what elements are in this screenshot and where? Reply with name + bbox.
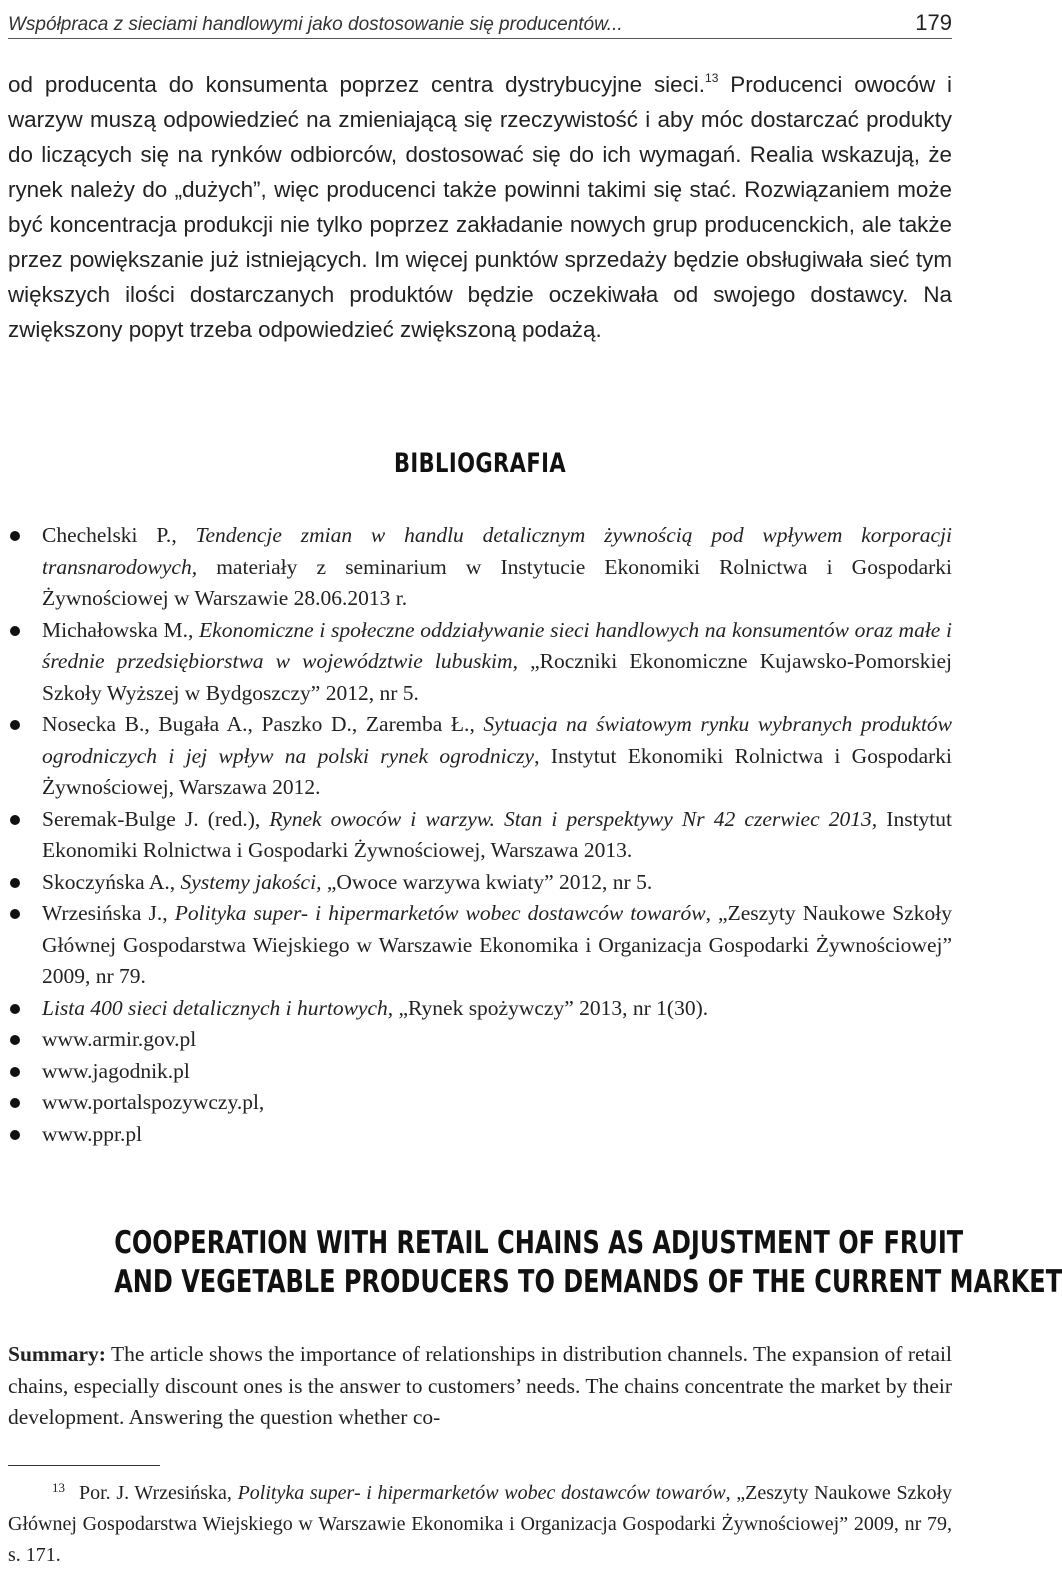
bib-title: Rynek owoców i warzyw. Stan i perspektywy Nr 42 czerwiec 2013, xyxy=(269,806,878,831)
body-text-start: od producenta do konsumenta poprzez centra dystrybucyjne sieci. xyxy=(8,72,706,97)
bib-author: Skoczyńska A. xyxy=(42,869,170,894)
bib-title: Ekonomiczne i społeczne oddziaływanie sieci handlowych na konsumentów oraz małe i średnie przedsiębiorstwa w województwie lubuskim xyxy=(42,617,952,673)
bib-item xyxy=(8,1056,952,1088)
summary-paragraph xyxy=(8,1339,952,1434)
running-header xyxy=(8,2,952,36)
footnote-lead: Por. J. Wrzesińska, xyxy=(79,1482,238,1504)
bib-item xyxy=(8,1087,952,1119)
summary-label: Summary: xyxy=(8,1342,106,1366)
bib-rest: Instytut Ekonomiki Rolnictwa i Gospodarki Żywnościowej, Warszawa 2013. xyxy=(42,806,952,862)
bib-sep: , xyxy=(169,869,181,894)
english-title xyxy=(114,1224,1062,1302)
bullet-icon xyxy=(10,909,20,919)
bib-item xyxy=(8,709,952,804)
bib-url: www.armir.gov.pl xyxy=(42,1027,197,1051)
bib-item xyxy=(8,898,952,993)
bib-author: Seremak-Bulge J. (red.) xyxy=(42,806,255,831)
english-title-line-2: AND VEGETABLE PRODUCERS TO DEMANDS OF THE CURRENT MARKET xyxy=(114,1264,1062,1300)
bib-item xyxy=(8,804,952,867)
bib-rest: materiały z seminarium w Instytucie Ekonomiki Rolnictwa i Gospodarki Żywnościowej w Warszawie 28.06.2013 r. xyxy=(42,554,952,610)
bib-sep: , xyxy=(188,617,200,642)
bib-rest: , „Roczniki Ekonomiczne Kujawsko-Pomorskiej Szkoły Wyższej w Bydgoszczy” 2012, nr 5. xyxy=(42,649,952,705)
footnote xyxy=(8,1478,952,1571)
bullet-icon xyxy=(10,720,20,730)
bullet-icon xyxy=(10,531,20,541)
bib-author: Michałowska M. xyxy=(42,617,188,642)
bib-item xyxy=(8,993,952,1025)
footnote-rule xyxy=(8,1465,160,1466)
bib-item xyxy=(8,520,952,615)
body-text-rest: Producenci owoców i warzyw muszą odpowiedzieć na zmieniającą się rzeczywistość i aby móc dostarczać produkty do liczących się na rynków odbiorców, dostosować się do ich wymagań. Realia wskazują, że rynek należy do „dużych”, więc producenci także powinni takimi się stać. Rozwiązaniem może być koncentracja produkcji nie tylko poprzez zakładanie nowych grup producenckich, ale także przez powiększanie już istniejących. Im więcej punktów sprzedaży będzie obsługiwała sieć tym większych ilości dostarczanych produktów będzie oczekiwała od swojego dostawcy. Na zwiększony popyt trzeba odpowiedzieć zwiększoną podażą. xyxy=(8,72,952,342)
bullet-icon xyxy=(10,1067,20,1077)
bib-title: Systemy jakości, xyxy=(180,869,322,894)
bib-author: Nosecka B., Bugała A., Paszko D., Zaremba Ł. xyxy=(42,712,470,736)
document-page xyxy=(8,0,1062,1573)
bib-title: Tendencje zmian w handlu detalicznym żywnością pod wpływem korporacji transnarodowych, xyxy=(42,523,953,579)
body-paragraph xyxy=(8,67,952,347)
bib-item xyxy=(8,1024,952,1056)
bib-author: Wrzesińska J. xyxy=(42,901,163,925)
bib-rest: , „Zeszyty Naukowe Szkoły Głównej Gospodarstwa Wiejskiego w Warszawie Ekonomika i Organizacja Gospodarki Żywnościowej” 2009, nr 79. xyxy=(42,901,953,988)
bib-item xyxy=(8,867,952,899)
header-rule xyxy=(8,38,952,39)
footnote-title: Polityka super- i hipermarketów wobec dostawców towarów xyxy=(237,1482,726,1504)
page-number: 179 xyxy=(915,10,952,35)
bib-title: Sytuacja na światowym rynku wybranych produktów ogrodniczych i jej wpływ na polski rynek ogrodniczy xyxy=(42,712,953,768)
bib-url: www.portalspozywczy.pl, xyxy=(42,1090,265,1114)
bib-sep: , xyxy=(469,712,484,736)
bib-title: Lista 400 sieci detalicznych i hurtowych, xyxy=(42,995,394,1020)
bib-rest: „Owoce warzywa kwiaty” 2012, nr 5. xyxy=(321,869,653,894)
bullet-icon xyxy=(10,1004,20,1014)
bib-item xyxy=(8,615,952,710)
bib-item xyxy=(8,1119,952,1151)
bib-rest: , Instytut Ekonomiki Rolnictwa i Gospodarki Żywnościowej, Warszawa 2012. xyxy=(42,743,952,799)
bullet-icon xyxy=(10,1098,20,1108)
bib-sep: , xyxy=(254,806,270,831)
bib-title: Polityka super- i hipermarketów wobec dostawców towarów xyxy=(174,901,706,925)
bib-author: Chechelski P. xyxy=(42,523,172,547)
bullet-icon xyxy=(10,1035,20,1045)
bib-sep: , xyxy=(162,901,175,925)
bullet-icon xyxy=(10,1130,20,1140)
bullet-icon xyxy=(10,878,20,888)
footnote-ref: 13 xyxy=(705,71,719,85)
bib-rest: „Rynek spożywczy” 2013, nr 1(30). xyxy=(393,995,709,1020)
footnote-rest: , „Zeszyty Naukowe Szkoły Głównej Gospodarstwa Wiejskiego w Warszawie Ekonomika i Organizacja Gospodarki Żywnościowej” 2009, nr 79, s. 171. xyxy=(8,1482,952,1566)
bibliography-list xyxy=(8,520,952,1150)
bibliography-heading: BIBLIOGRAFIA xyxy=(393,448,567,479)
running-title: Współpraca z sieciami handlowymi jako dostosowanie się producentów... xyxy=(8,14,623,35)
bib-url: www.ppr.pl xyxy=(42,1121,143,1146)
summary-text: The article shows the importance of relationships in distribution channels. The expansion of retail chains, especially discount ones is the answer to customers’ needs. The chains concentrate the market by their development. Answering the question whether co- xyxy=(8,1342,952,1429)
bib-sep: , xyxy=(171,523,196,547)
bullet-icon xyxy=(10,626,20,636)
footnote-number: 13 xyxy=(52,1480,65,1495)
bib-url: www.jagodnik.pl xyxy=(42,1058,190,1083)
english-title-line-1: COOPERATION WITH RETAIL CHAINS AS ADJUSTMENT OF FRUIT xyxy=(114,1225,964,1261)
bullet-icon xyxy=(10,815,20,825)
